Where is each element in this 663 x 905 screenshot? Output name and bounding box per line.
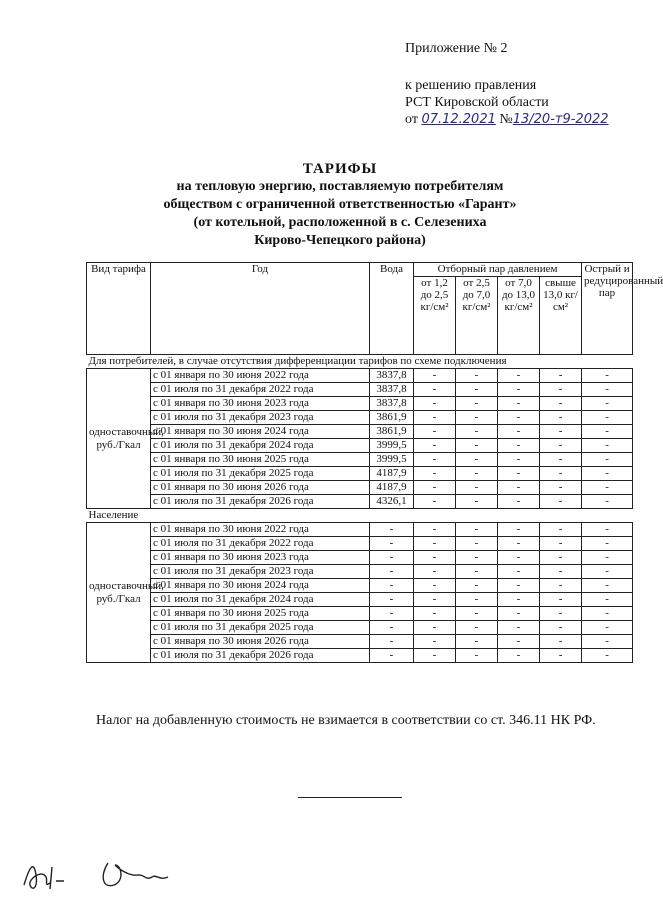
header-steam-3: от 7,0 до 13,0 кг/см² xyxy=(498,277,540,355)
empty-tariff-cell: - xyxy=(540,565,582,579)
vat-note: Налог на добавленную стоимость не взимается в соответствии со ст. 346.11 НК РФ. xyxy=(96,713,596,728)
header-steam-1: от 1,2 до 2,5 кг/см² xyxy=(414,277,456,355)
table-row xyxy=(87,593,633,607)
empty-tariff-cell: - xyxy=(498,649,540,663)
empty-tariff-cell: - xyxy=(414,579,456,593)
empty-tariff-cell: - xyxy=(414,495,456,509)
empty-tariff-cell: - xyxy=(540,607,582,621)
handwritten-date: 07.12.2021 xyxy=(421,112,496,127)
empty-tariff-cell: - xyxy=(498,621,540,635)
empty-tariff-cell: - xyxy=(456,369,498,383)
empty-tariff-cell: - xyxy=(540,369,582,383)
period-cell: с 01 июля по 31 декабря 2022 года xyxy=(151,537,370,551)
period-cell: с 01 января по 30 июня 2022 года xyxy=(151,523,370,537)
title-line-4: Кирово-Чепецкого района) xyxy=(254,233,426,248)
empty-tariff-cell: - xyxy=(414,453,456,467)
period-cell: с 01 июля по 31 декабря 2022 года xyxy=(151,383,370,397)
table-row xyxy=(87,537,633,551)
period-cell: с 01 января по 30 июня 2022 года xyxy=(151,369,370,383)
header-steam-group: Отборный пар давлением xyxy=(414,263,582,277)
empty-tariff-cell: - xyxy=(456,621,498,635)
period-cell: с 01 января по 30 июня 2023 года xyxy=(151,397,370,411)
empty-tariff-cell: - xyxy=(498,537,540,551)
empty-tariff-cell: - xyxy=(582,397,633,411)
header-sharp-steam: Острый и редуцированный пар xyxy=(582,263,633,355)
empty-tariff-cell: - xyxy=(414,383,456,397)
empty-tariff-cell: - xyxy=(414,621,456,635)
empty-tariff-cell: - xyxy=(414,411,456,425)
appendix-date-line xyxy=(405,111,609,128)
empty-tariff-cell: - xyxy=(414,481,456,495)
empty-tariff-cell: - xyxy=(540,425,582,439)
empty-tariff-cell: - xyxy=(582,453,633,467)
date-prefix: от xyxy=(405,112,418,127)
table-row xyxy=(87,551,633,565)
number-prefix: № xyxy=(499,112,513,127)
water-tariff-cell: 3837,8 xyxy=(370,383,414,397)
empty-tariff-cell: - xyxy=(498,369,540,383)
period-cell: с 01 января по 30 июня 2026 года xyxy=(151,635,370,649)
empty-tariff-cell: - xyxy=(540,621,582,635)
empty-tariff-cell: - xyxy=(456,537,498,551)
empty-tariff-cell: - xyxy=(540,593,582,607)
empty-tariff-cell: - xyxy=(456,467,498,481)
empty-tariff-cell: - xyxy=(540,467,582,481)
empty-tariff-cell: - xyxy=(582,481,633,495)
empty-tariff-cell: - xyxy=(414,565,456,579)
table-row xyxy=(87,369,633,383)
water-tariff-cell: - xyxy=(370,551,414,565)
empty-tariff-cell: - xyxy=(582,649,633,663)
empty-tariff-cell: - xyxy=(582,621,633,635)
separator-line xyxy=(298,797,402,798)
empty-tariff-cell: - xyxy=(498,495,540,509)
empty-tariff-cell: - xyxy=(540,635,582,649)
period-cell: с 01 января по 30 июня 2025 года xyxy=(151,453,370,467)
period-cell: с 01 июля по 31 декабря 2023 года xyxy=(151,565,370,579)
empty-tariff-cell: - xyxy=(414,439,456,453)
empty-tariff-cell: - xyxy=(498,551,540,565)
header-year: Год xyxy=(151,263,370,355)
empty-tariff-cell: - xyxy=(498,439,540,453)
empty-tariff-cell: - xyxy=(456,481,498,495)
empty-tariff-cell: - xyxy=(540,495,582,509)
empty-tariff-cell: - xyxy=(582,425,633,439)
empty-tariff-cell: - xyxy=(414,593,456,607)
empty-tariff-cell: - xyxy=(414,523,456,537)
water-tariff-cell: 3837,8 xyxy=(370,397,414,411)
empty-tariff-cell: - xyxy=(582,635,633,649)
water-tariff-cell: - xyxy=(370,565,414,579)
water-tariff-cell: 3861,9 xyxy=(370,425,414,439)
empty-tariff-cell: - xyxy=(498,523,540,537)
empty-tariff-cell: - xyxy=(582,411,633,425)
empty-tariff-cell: - xyxy=(582,551,633,565)
table-row xyxy=(87,481,633,495)
empty-tariff-cell: - xyxy=(456,607,498,621)
empty-tariff-cell: - xyxy=(456,425,498,439)
title-line-1: на тепловую энергию, поставляемую потребителям xyxy=(176,179,504,194)
table-row xyxy=(87,411,633,425)
tariff-type-cell: одноставочный, руб./Гкал xyxy=(87,523,151,663)
empty-tariff-cell: - xyxy=(414,369,456,383)
header-steam-4: свыше 13,0 кг/см² xyxy=(540,277,582,355)
empty-tariff-cell: - xyxy=(414,649,456,663)
empty-tariff-cell: - xyxy=(414,551,456,565)
empty-tariff-cell: - xyxy=(414,635,456,649)
period-cell: с 01 июля по 31 декабря 2024 года xyxy=(151,593,370,607)
empty-tariff-cell: - xyxy=(582,537,633,551)
period-cell: с 01 января по 30 июня 2025 года xyxy=(151,607,370,621)
appendix-authority: РСТ Кировской области xyxy=(405,95,549,110)
empty-tariff-cell: - xyxy=(582,593,633,607)
section-general-consumers: Для потребителей, в случае отсутствия дифференциации тарифов по схеме подключения xyxy=(87,355,633,369)
period-cell: с 01 июля по 31 декабря 2026 года xyxy=(151,495,370,509)
appendix-block xyxy=(405,40,609,128)
period-cell: с 01 июля по 31 декабря 2026 года xyxy=(151,649,370,663)
period-cell: с 01 января по 30 июня 2024 года xyxy=(151,425,370,439)
empty-tariff-cell: - xyxy=(540,383,582,397)
table-row xyxy=(87,579,633,593)
water-tariff-cell: - xyxy=(370,579,414,593)
empty-tariff-cell: - xyxy=(540,649,582,663)
empty-tariff-cell: - xyxy=(498,565,540,579)
title-line-2: обществом с ограниченной ответственностью «Гарант» xyxy=(163,197,517,212)
water-tariff-cell: - xyxy=(370,607,414,621)
empty-tariff-cell: - xyxy=(414,537,456,551)
table-row xyxy=(87,383,633,397)
empty-tariff-cell: - xyxy=(540,439,582,453)
empty-tariff-cell: - xyxy=(456,439,498,453)
empty-tariff-cell: - xyxy=(582,369,633,383)
empty-tariff-cell: - xyxy=(498,411,540,425)
empty-tariff-cell: - xyxy=(582,467,633,481)
empty-tariff-cell: - xyxy=(540,397,582,411)
empty-tariff-cell: - xyxy=(540,481,582,495)
table-row xyxy=(87,635,633,649)
empty-tariff-cell: - xyxy=(456,593,498,607)
empty-tariff-cell: - xyxy=(456,411,498,425)
empty-tariff-cell: - xyxy=(540,453,582,467)
header-water: Вода xyxy=(370,263,414,355)
table-row xyxy=(87,621,633,635)
empty-tariff-cell: - xyxy=(456,649,498,663)
empty-tariff-cell: - xyxy=(456,635,498,649)
header-steam-2: от 2,5 до 7,0 кг/см² xyxy=(456,277,498,355)
table-row xyxy=(87,397,633,411)
handwritten-signature-1 xyxy=(20,855,80,895)
empty-tariff-cell: - xyxy=(456,453,498,467)
empty-tariff-cell: - xyxy=(498,425,540,439)
period-cell: с 01 января по 30 июня 2023 года xyxy=(151,551,370,565)
water-tariff-cell: - xyxy=(370,649,414,663)
empty-tariff-cell: - xyxy=(456,579,498,593)
water-tariff-cell: 4187,9 xyxy=(370,467,414,481)
period-cell: с 01 июля по 31 декабря 2023 года xyxy=(151,411,370,425)
empty-tariff-cell: - xyxy=(414,607,456,621)
table-row xyxy=(87,425,633,439)
empty-tariff-cell: - xyxy=(582,439,633,453)
section-population: Население xyxy=(87,509,633,523)
empty-tariff-cell: - xyxy=(498,467,540,481)
period-cell: с 01 января по 30 июня 2024 года xyxy=(151,579,370,593)
water-tariff-cell: - xyxy=(370,537,414,551)
water-tariff-cell: 3999,5 xyxy=(370,439,414,453)
header-tariff-type: Вид тарифа xyxy=(87,263,151,355)
water-tariff-cell: - xyxy=(370,635,414,649)
empty-tariff-cell: - xyxy=(414,425,456,439)
table-row xyxy=(87,565,633,579)
period-cell: с 01 июля по 31 декабря 2025 года xyxy=(151,467,370,481)
handwritten-number: 13/20-т9-2022 xyxy=(512,112,609,127)
empty-tariff-cell: - xyxy=(456,565,498,579)
empty-tariff-cell: - xyxy=(540,579,582,593)
empty-tariff-cell: - xyxy=(498,593,540,607)
water-tariff-cell: 3999,5 xyxy=(370,453,414,467)
appendix-number: Приложение № 2 xyxy=(405,41,508,56)
empty-tariff-cell: - xyxy=(498,453,540,467)
water-tariff-cell: - xyxy=(370,593,414,607)
empty-tariff-cell: - xyxy=(582,495,633,509)
table-row xyxy=(87,495,633,509)
empty-tariff-cell: - xyxy=(414,397,456,411)
water-tariff-cell: 3861,9 xyxy=(370,411,414,425)
water-tariff-cell: 4187,9 xyxy=(370,481,414,495)
table-row xyxy=(87,453,633,467)
period-cell: с 01 июля по 31 декабря 2025 года xyxy=(151,621,370,635)
document-title xyxy=(90,160,590,250)
water-tariff-cell: - xyxy=(370,621,414,635)
period-cell: с 01 января по 30 июня 2026 года xyxy=(151,481,370,495)
table-row xyxy=(87,467,633,481)
empty-tariff-cell: - xyxy=(582,383,633,397)
table-row xyxy=(87,439,633,453)
table-row xyxy=(87,523,633,537)
empty-tariff-cell: - xyxy=(582,607,633,621)
appendix-decision: к решению правления xyxy=(405,78,537,93)
empty-tariff-cell: - xyxy=(498,579,540,593)
water-tariff-cell: 3837,8 xyxy=(370,369,414,383)
tariff-table xyxy=(86,262,663,663)
empty-tariff-cell: - xyxy=(456,383,498,397)
empty-tariff-cell: - xyxy=(498,397,540,411)
table-row xyxy=(87,649,633,663)
empty-tariff-cell: - xyxy=(498,481,540,495)
water-tariff-cell: - xyxy=(370,523,414,537)
empty-tariff-cell: - xyxy=(456,523,498,537)
empty-tariff-cell: - xyxy=(456,551,498,565)
water-tariff-cell: 4326,1 xyxy=(370,495,414,509)
title-line-3: (от котельной, расположенной в с. Селезениха xyxy=(193,215,487,230)
period-cell: с 01 июля по 31 декабря 2024 года xyxy=(151,439,370,453)
empty-tariff-cell: - xyxy=(498,635,540,649)
table-row xyxy=(87,607,633,621)
empty-tariff-cell: - xyxy=(498,607,540,621)
empty-tariff-cell: - xyxy=(456,397,498,411)
empty-tariff-cell: - xyxy=(456,495,498,509)
empty-tariff-cell: - xyxy=(414,467,456,481)
empty-tariff-cell: - xyxy=(540,537,582,551)
empty-tariff-cell: - xyxy=(540,523,582,537)
empty-tariff-cell: - xyxy=(540,411,582,425)
empty-tariff-cell: - xyxy=(498,383,540,397)
empty-tariff-cell: - xyxy=(540,551,582,565)
empty-tariff-cell: - xyxy=(582,579,633,593)
empty-tariff-cell: - xyxy=(582,565,633,579)
tariff-type-cell: одноставочный, руб./Гкал xyxy=(87,369,151,509)
title-main: ТАРИФЫ xyxy=(302,161,378,177)
empty-tariff-cell: - xyxy=(582,523,633,537)
handwritten-signature-2 xyxy=(98,855,178,895)
